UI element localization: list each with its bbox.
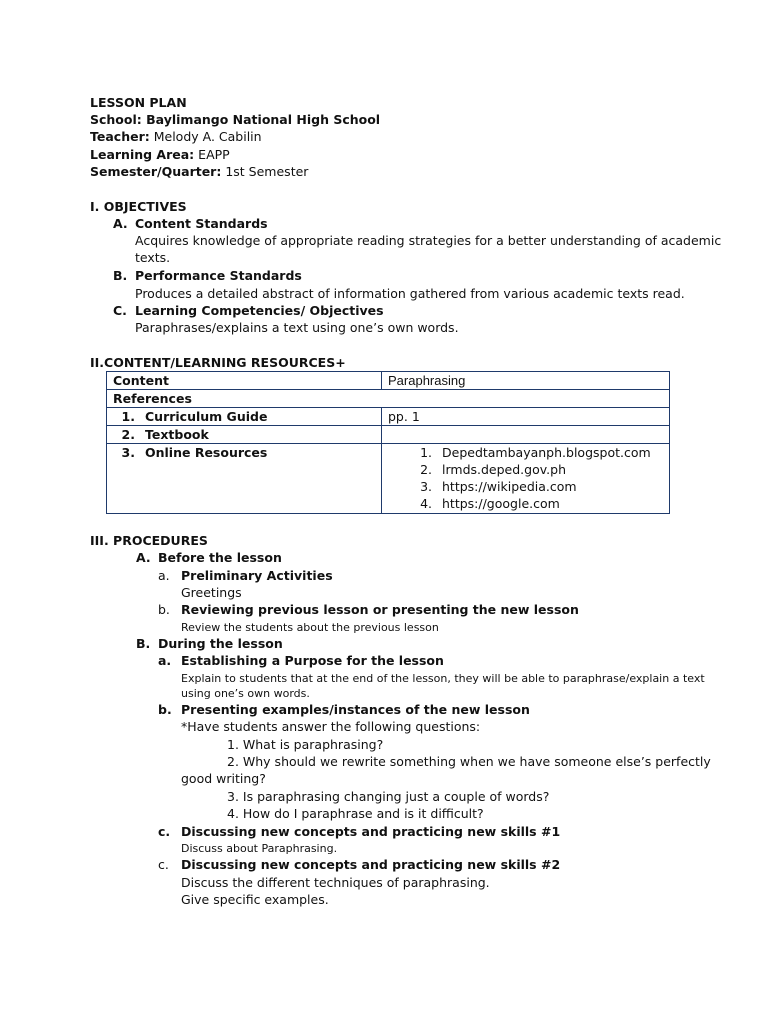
learning-area-label: Learning Area: bbox=[90, 147, 195, 162]
online-resources-cell bbox=[107, 444, 382, 514]
discussing-concepts-1-text: Discuss about Paraphrasing. bbox=[181, 842, 338, 855]
textbook-label: Textbook bbox=[145, 427, 209, 442]
sub-b-letter: b. bbox=[158, 702, 172, 717]
online-link[interactable]: https://wikipedia.com bbox=[442, 479, 577, 494]
content-heading: II.CONTENT/LEARNING RESOURCES+ bbox=[90, 355, 346, 370]
procedure-b-letter: B. bbox=[136, 636, 151, 651]
objectives-heading: I. OBJECTIVES bbox=[90, 199, 187, 214]
sub-a-letter: a. bbox=[158, 568, 170, 583]
list-number: 1. bbox=[121, 409, 135, 424]
teacher-label: Teacher: bbox=[90, 129, 150, 144]
textbook-value bbox=[382, 426, 670, 444]
school-line: School: Baylimango National High School bbox=[90, 112, 381, 127]
objective-b-letter: B. bbox=[113, 268, 128, 283]
content-standards-text-cont: texts. bbox=[135, 250, 171, 265]
online-resources-label: Online Resources bbox=[145, 445, 268, 460]
online-link[interactable]: lrmds.deped.gov.ph bbox=[442, 462, 566, 477]
question-3: 3. Is paraphrasing changing just a couple of words? bbox=[227, 789, 550, 804]
procedures-heading: III. PROCEDURES bbox=[90, 533, 208, 548]
list-number: 2. bbox=[121, 427, 135, 442]
textbook-cell bbox=[107, 426, 382, 444]
content-standards-text: Acquires knowledge of appropriate reading strategies for a better understanding of academic bbox=[135, 233, 722, 248]
list-item bbox=[388, 461, 663, 478]
learning-area-value: EAPP bbox=[198, 147, 230, 162]
during-lesson-title: During the lesson bbox=[158, 636, 283, 651]
online-link[interactable]: Depedtambayanph.blogspot.com bbox=[442, 445, 651, 460]
competencies-text: Paraphrases/explains a text using one’s own words. bbox=[135, 320, 459, 335]
semester-label: Semester/Quarter: bbox=[90, 164, 222, 179]
questions-intro: *Have students answer the following questions: bbox=[181, 719, 481, 734]
reviewing-lesson-title: Reviewing previous lesson or presenting the new lesson bbox=[181, 602, 579, 617]
semester-line bbox=[90, 163, 308, 180]
teacher-value: Melody A. Cabilin bbox=[153, 129, 262, 144]
before-lesson-title: Before the lesson bbox=[158, 550, 282, 565]
list-number: 4. bbox=[420, 496, 432, 511]
performance-standards-title: Performance Standards bbox=[135, 268, 302, 283]
sub-b-letter: b. bbox=[158, 602, 170, 617]
content-value-cell: Paraphrasing bbox=[382, 372, 670, 390]
competencies-title: Learning Competencies/ Objectives bbox=[135, 303, 384, 318]
table-row bbox=[107, 444, 670, 514]
establishing-purpose-text-cont: using one’s own words. bbox=[181, 687, 310, 700]
semester-value: 1st Semester bbox=[225, 164, 309, 179]
question-2-cont: good writing? bbox=[181, 771, 266, 786]
establishing-purpose-title: Establishing a Purpose for the lesson bbox=[181, 653, 444, 668]
table-row bbox=[107, 408, 670, 426]
resources-table bbox=[106, 371, 670, 514]
sub-c-letter: c. bbox=[158, 824, 171, 839]
reviewing-lesson-text: Review the students about the previous lesson bbox=[181, 621, 439, 634]
online-link[interactable]: https://google.com bbox=[442, 496, 560, 511]
list-number: 2. bbox=[420, 462, 432, 477]
list-number: 3. bbox=[420, 479, 432, 494]
list-item bbox=[388, 495, 663, 512]
list-item bbox=[388, 478, 663, 495]
presenting-examples-title: Presenting examples/instances of the new lesson bbox=[181, 702, 530, 717]
table-row bbox=[107, 426, 670, 444]
question-1: 1. What is paraphrasing? bbox=[227, 737, 384, 752]
online-resources-list bbox=[382, 444, 670, 514]
list-item bbox=[388, 444, 663, 461]
lesson-plan-title: LESSON PLAN bbox=[90, 95, 187, 110]
sub-c-letter: c. bbox=[158, 857, 169, 872]
question-2: 2. Why should we rewrite something when we have someone else’s perfectly bbox=[227, 754, 711, 769]
table-row bbox=[107, 390, 670, 408]
content-label-cell: Content bbox=[107, 372, 382, 390]
table-row bbox=[107, 372, 670, 390]
preliminary-activities-text: Greetings bbox=[181, 585, 242, 600]
teacher-line bbox=[90, 128, 262, 145]
question-4: 4. How do I paraphrase and is it difficult? bbox=[227, 806, 484, 821]
discussing-concepts-2-text: Discuss the different techniques of paraphrasing. bbox=[181, 875, 490, 890]
learning-area-line bbox=[90, 146, 230, 163]
list-number: 3. bbox=[121, 445, 135, 460]
preliminary-activities-title: Preliminary Activities bbox=[181, 568, 333, 583]
references-cell: References bbox=[107, 390, 670, 408]
list-number: 1. bbox=[420, 445, 432, 460]
discussing-concepts-2-text-cont: Give specific examples. bbox=[181, 892, 329, 907]
objective-a-letter: A. bbox=[113, 216, 128, 231]
performance-standards-text: Produces a detailed abstract of information gathered from various academic texts read. bbox=[135, 286, 685, 301]
curriculum-guide-label: Curriculum Guide bbox=[145, 409, 268, 424]
curriculum-guide-cell bbox=[107, 408, 382, 426]
content-standards-title: Content Standards bbox=[135, 216, 268, 231]
discussing-concepts-2-title: Discussing new concepts and practicing new skills #2 bbox=[181, 857, 561, 872]
discussing-concepts-1-title: Discussing new concepts and practicing new skills #1 bbox=[181, 824, 561, 839]
procedure-a-letter: A. bbox=[136, 550, 151, 565]
establishing-purpose-text: Explain to students that at the end of the lesson, they will be able to paraphrase/explain a text bbox=[181, 672, 705, 685]
curriculum-guide-value: pp. 1 bbox=[382, 408, 670, 426]
sub-a-letter: a. bbox=[158, 653, 172, 668]
objective-c-letter: C. bbox=[113, 303, 127, 318]
